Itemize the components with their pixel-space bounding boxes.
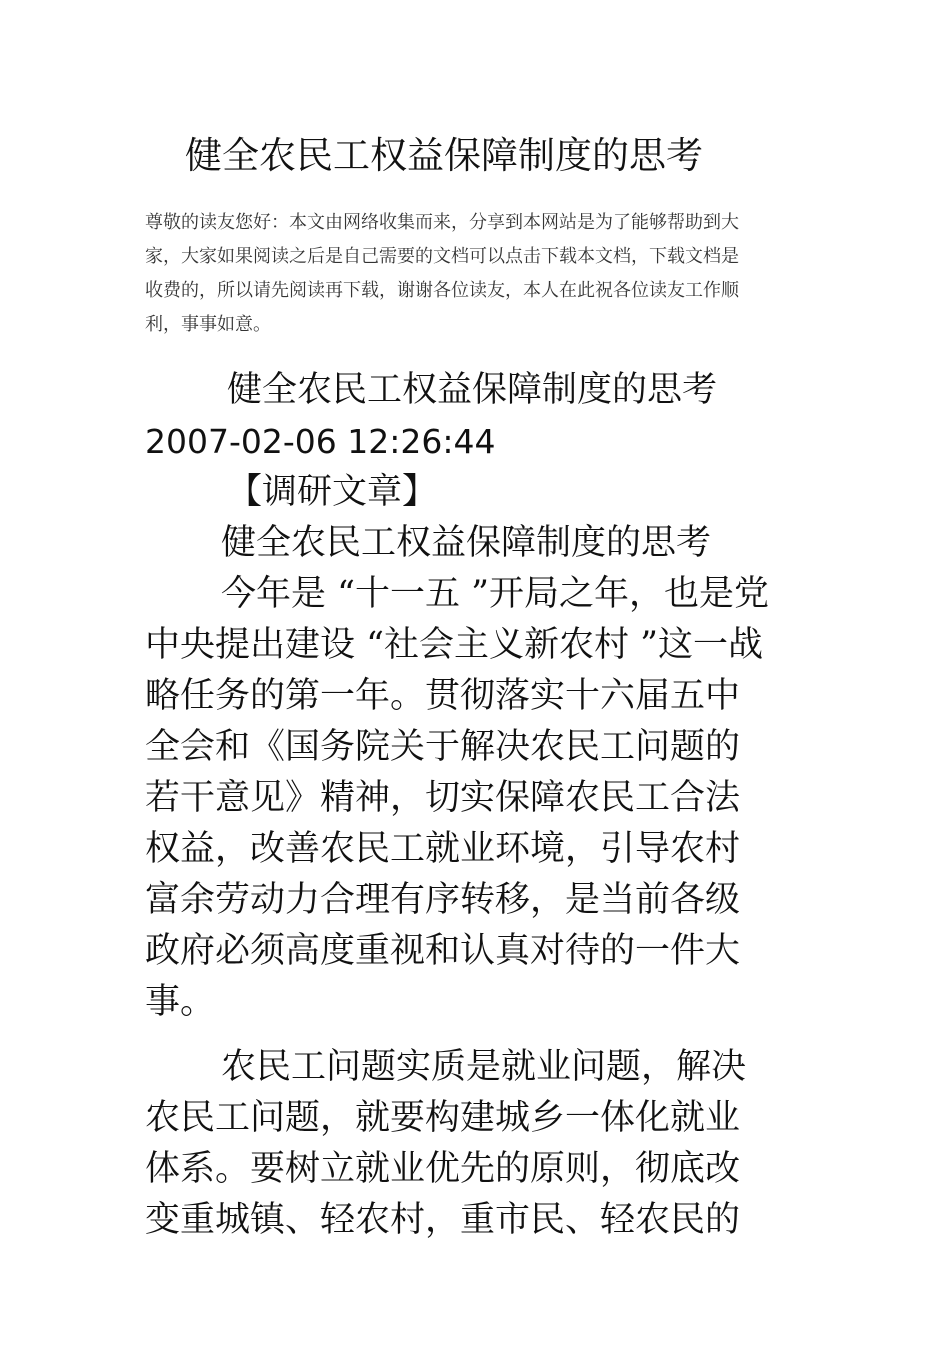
paragraph-line: 今年是 “十一五 ”开局之年，也是党 xyxy=(221,574,770,614)
paragraph-2 xyxy=(145,1042,825,1246)
article-title: 健全农民工权益保障制度的思考 xyxy=(227,370,718,410)
paragraph-line: 体系。要树立就业优先的原则，彻底改 xyxy=(145,1149,741,1189)
paragraph-line: 全会和《国务院关于解决农民工问题的 xyxy=(145,727,741,767)
paragraph-line: 农民工问题实质是就业问题，解决 xyxy=(221,1047,747,1087)
article-datetime: 2007-02-06 12:26:44 xyxy=(145,422,496,461)
document-title: 健全农民工权益保障制度的思考 xyxy=(185,134,703,177)
notice-line: 收费的，所以请先阅读再下载，谢谢各位读友，本人在此祝各位读友工作顺 xyxy=(145,280,739,301)
paragraph-line: 政府必须高度重视和认真对待的一件大 xyxy=(145,931,741,971)
notice-line: 尊敬的读友您好：本文由网络收集而来，分享到本网站是为了能够帮助到大 xyxy=(145,212,739,233)
paragraph-line: 中央提出建设 “社会主义新农村 ”这一战 xyxy=(145,625,764,665)
paragraph-line: 富余劳动力合理有序转移，是当前各级 xyxy=(145,880,741,920)
paragraph-line: 事。 xyxy=(145,982,216,1022)
notice-line: 家，大家如果阅读之后是自己需要的文档可以点击下载本文档，下载文档是 xyxy=(145,246,739,267)
notice-line: 利，事事如意。 xyxy=(145,314,271,335)
article-category: 【调研文章】 xyxy=(227,472,438,512)
reader-notice xyxy=(145,206,805,342)
article-subtitle: 健全农民工权益保障制度的思考 xyxy=(221,523,712,563)
paragraph-line: 农民工问题，就要构建城乡一体化就业 xyxy=(145,1098,741,1138)
paragraph-line: 若干意见》精神，切实保障农民工合法 xyxy=(145,778,741,818)
paragraph-1 xyxy=(145,569,825,1028)
article-body xyxy=(145,365,825,1246)
paragraph-line: 权益，改善农民工就业环境，引导农村 xyxy=(145,829,741,869)
paragraph-line: 变重城镇、轻农村，重市民、轻农民的 xyxy=(145,1200,741,1240)
paragraph-line: 略任务的第一年。贯彻落实十六届五中 xyxy=(145,676,741,716)
